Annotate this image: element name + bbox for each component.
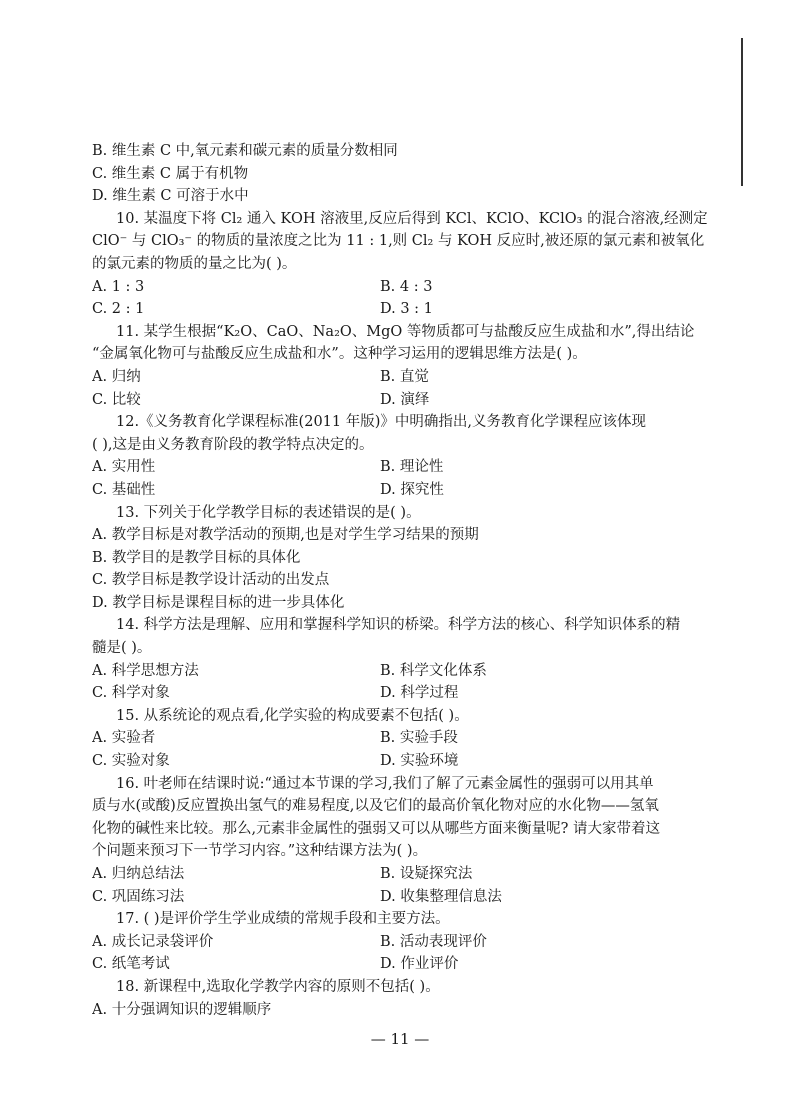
option-text: B. 维生素 C 中,氧元素和碳元素的质量分数相同: [92, 143, 398, 159]
option-row: [92, 456, 708, 479]
question-content: [92, 140, 708, 1021]
question-line: 12.《义务教育化学课程标准(2011 年版)》中明确指出,义务教育化学课程应该体现: [116, 414, 646, 431]
option-row: [92, 750, 708, 773]
question-continuation: 化物的碱性来比较。那么,元素非金属性的强弱又可以从哪些方面来衡量呢? 请大家带着这: [92, 820, 660, 837]
option-text: A. 成长记录袋评价: [92, 933, 214, 950]
option-row: [92, 953, 708, 976]
option-text: C. 教学目标是教学设计活动的出发点: [92, 572, 330, 589]
option-text: D. 维生素 C 可溶于水中: [92, 188, 249, 205]
question-line: 18. 新课程中,选取化学教学内容的原则不包括( )。: [116, 978, 440, 995]
option-row: [92, 479, 708, 502]
question-line: 10. 某温度下将 Cl₂ 通入 KOH 溶液里,反应后得到 KCl、KClO、KClO₃ 的混合溶液,经测定: [116, 210, 708, 227]
option-text: B. 教学目的是教学目标的具体化: [92, 549, 301, 566]
option-row: [92, 727, 708, 750]
option-row: [92, 298, 708, 321]
option-text: C. 基础性: [92, 481, 156, 498]
option-text: C. 科学对象: [92, 685, 170, 702]
question-line: 11. 某学生根据“K₂O、CaO、Na₂O、MgO 等物质都可与盐酸反应生成盐和水”,得出结论: [116, 323, 695, 340]
option-row: [92, 660, 708, 683]
option-row: [92, 682, 708, 705]
option-text: D. 作业评价: [380, 956, 459, 973]
question-continuation: 的氯元素的物质的量之比为( )。: [92, 255, 297, 272]
option-text: C. 巩固练习法: [92, 888, 185, 905]
option-text: C. 比较: [92, 391, 141, 408]
option-text: C. 维生素 C 属于有机物: [92, 165, 249, 182]
option-text: A. 归纳: [92, 368, 141, 385]
question-line: 17. ( )是评价学生学业成绩的常规手段和主要方法。: [116, 911, 450, 928]
option-text: C. 实验对象: [92, 753, 170, 770]
question-line: 15. 从系统论的观点看,化学实验的构成要素不包括( )。: [116, 707, 469, 724]
option-text: B. 直觉: [380, 368, 429, 385]
option-row: [92, 886, 708, 909]
question-continuation: “金属氧化物可与盐酸反应生成盐和水”。这种学习运用的逻辑思维方法是( )。: [92, 346, 587, 363]
option-text: A. 科学思想方法: [92, 662, 199, 679]
option-text: D. 科学过程: [380, 685, 459, 702]
option-text: D. 演绎: [380, 391, 430, 408]
question-continuation: ( ),这是由义务教育阶段的教学特点决定的。: [92, 436, 374, 453]
option-text: B. 科学文化体系: [380, 662, 487, 679]
option-row: [92, 863, 708, 886]
option-text: A. 1 : 3: [92, 278, 145, 295]
option-text: A. 实用性: [92, 459, 156, 476]
option-text: A. 教学目标是对教学活动的预期,也是对学生学习结果的预期: [92, 527, 479, 544]
option-text: D. 3 : 1: [380, 301, 433, 318]
question-continuation: 个问题来预习下一节学习内容。”这种结课方法为( )。: [92, 843, 428, 860]
option-row: [92, 931, 708, 954]
option-text: D. 实验环境: [380, 753, 459, 770]
option-text: C. 纸笔考试: [92, 956, 170, 973]
option-text: D. 收集整理信息法: [380, 888, 502, 905]
option-text: C. 2 : 1: [92, 301, 145, 318]
option-text: B. 设疑探究法: [380, 866, 473, 882]
option-text: D. 探究性: [380, 481, 444, 498]
question-continuation: ClO⁻ 与 ClO₃⁻ 的物质的量浓度之比为 11 : 1,则 Cl₂ 与 KOH 反应时,被还原的氯元素和被氧化: [92, 233, 705, 250]
question-continuation: 质与水(或酸)反应置换出氢气的难易程度,以及它们的最高价氧化物对应的水化物——氢氧: [92, 798, 659, 815]
option-text: B. 实验手段: [380, 730, 458, 747]
option-text: B. 活动表现评价: [380, 933, 487, 950]
option-text: A. 归纳总结法: [92, 866, 185, 882]
option-text: A. 十分强调知识的逻辑顺序: [92, 1001, 272, 1018]
option-text: A. 实验者: [92, 730, 156, 747]
question-line: 13. 下列关于化学教学目标的表述错误的是( )。: [116, 504, 421, 521]
question-line: 16. 叶老师在结课时说:“通过本节课的学习,我们了解了元素金属性的强弱可以用其单: [116, 775, 654, 792]
option-text: D. 教学目标是课程目标的进一步具体化: [92, 594, 345, 611]
scan-edge-line: [741, 38, 743, 186]
option-row: [92, 366, 708, 389]
option-text: B. 理论性: [380, 459, 444, 476]
option-text: B. 4 : 3: [380, 278, 433, 295]
question-continuation: 髓是( )。: [92, 640, 152, 657]
option-row: [92, 276, 708, 299]
question-line: 14. 科学方法是理解、应用和掌握科学知识的桥梁。科学方法的核心、科学知识体系的精: [116, 617, 681, 634]
option-row: [92, 389, 708, 412]
page-number: — 11 —: [370, 1030, 430, 1048]
